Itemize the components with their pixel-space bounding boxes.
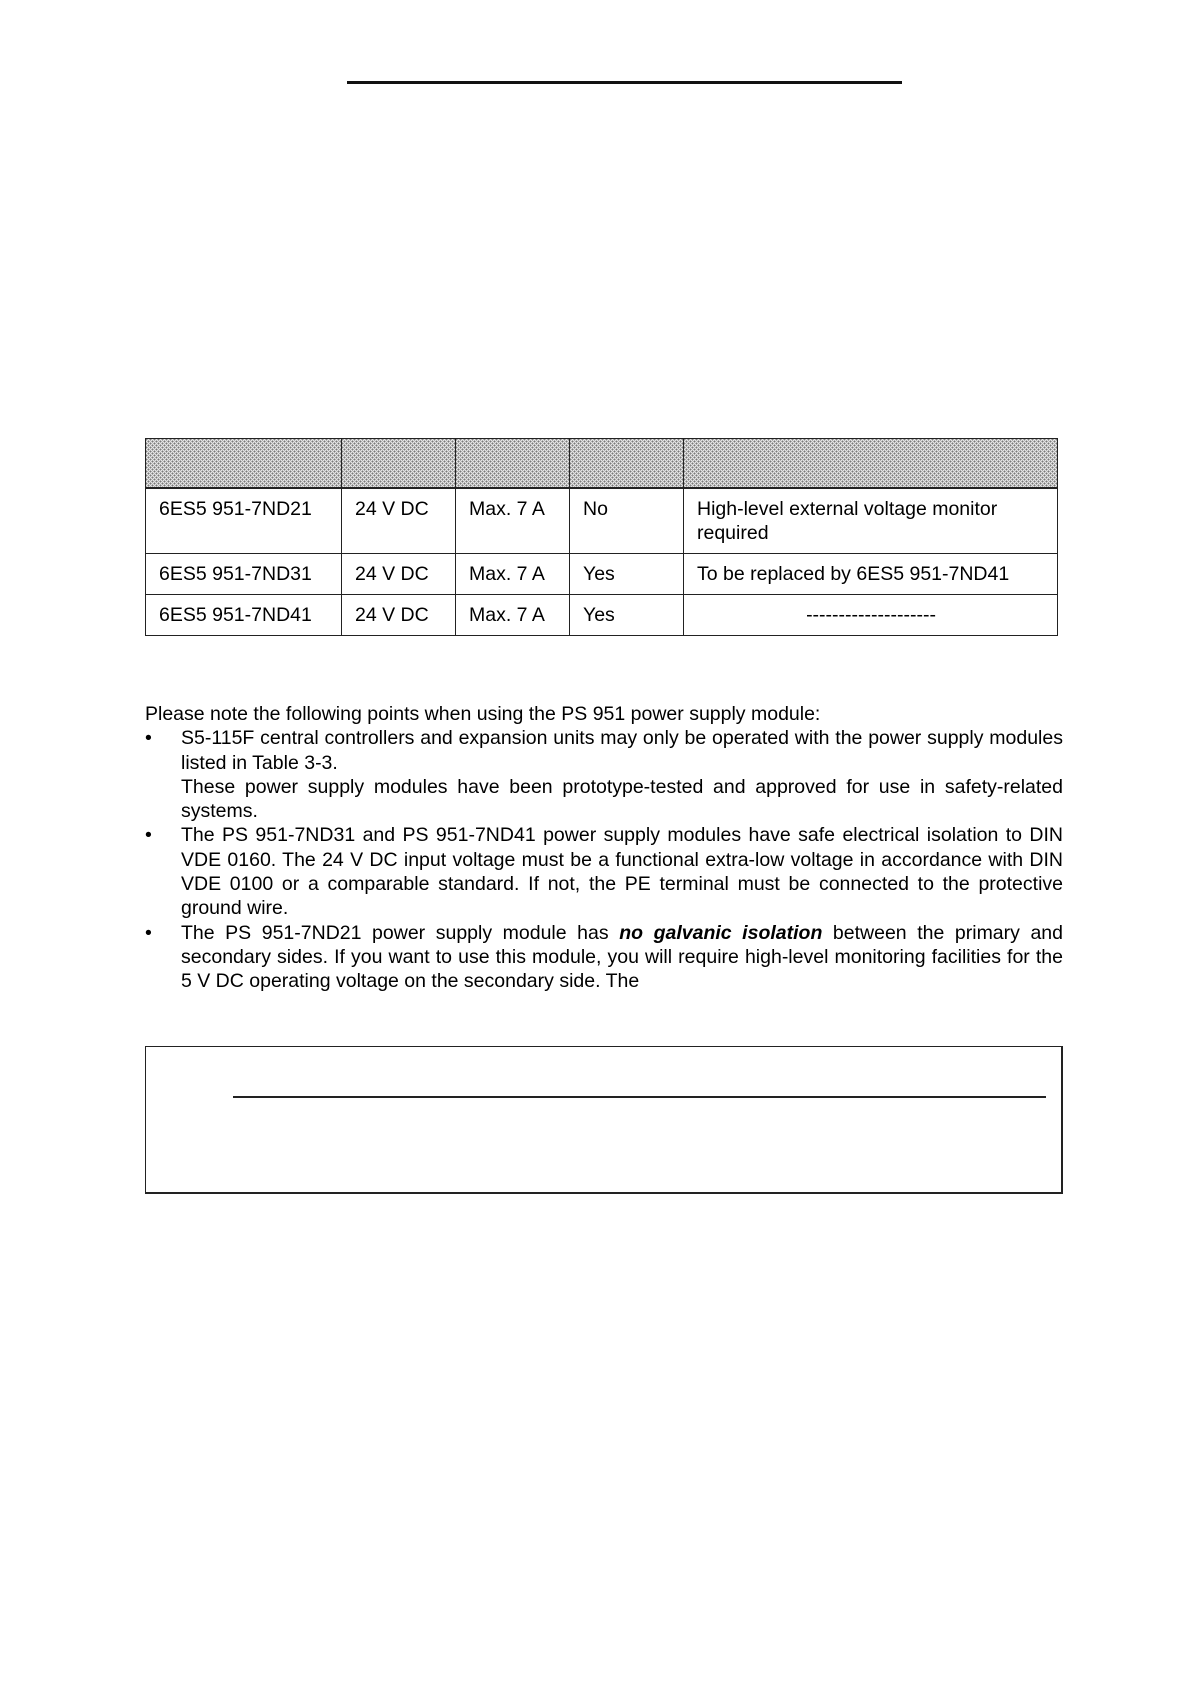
emphasis-text: no galvanic isolation [619, 921, 823, 944]
notes-section [145, 702, 1063, 994]
header-cell [342, 439, 456, 489]
bullet-item [145, 823, 1063, 920]
order-number-cell: 6ES5 951-7ND41 [146, 595, 342, 636]
table-row [146, 554, 1058, 595]
remarks-cell: -------------------- [684, 595, 1058, 636]
table-row [146, 595, 1058, 636]
remarks-cell: High-level external voltage monitor required [684, 488, 1058, 554]
bullet-symbol: • [145, 921, 152, 944]
isolation-cell: Yes [570, 595, 684, 636]
order-number-cell: 6ES5 951-7ND21 [146, 488, 342, 554]
bullet-symbol: • [145, 727, 152, 750]
current-cell: Max. 7 A [456, 595, 570, 636]
bullet-text: These power supply modules have been prototype-tested and approved for use in safety-related systems. [181, 775, 1063, 823]
bullet-text: between the primary and secondary sides. If you want to use this module, you will require high-level monitoring facilities for the 5 V DC operating voltage on the secondary side. The [181, 921, 1063, 993]
note-box [145, 1046, 1063, 1194]
bullet-item [145, 726, 1063, 823]
input-voltage-cell: 24 V DC [342, 554, 456, 595]
table-header-row [146, 439, 1058, 489]
current-cell: Max. 7 A [456, 488, 570, 554]
note-rule [233, 1096, 1046, 1098]
bullet-text: The PS 951-7ND21 power supply module has [181, 921, 620, 944]
header-cell [456, 439, 570, 489]
header-rule [347, 81, 902, 84]
order-number-cell: 6ES5 951-7ND31 [146, 554, 342, 595]
header-cell [146, 439, 342, 489]
header-cell [570, 439, 684, 489]
isolation-cell: Yes [570, 554, 684, 595]
input-voltage-cell: 24 V DC [342, 595, 456, 636]
bullet-item [145, 921, 1063, 994]
bullet-symbol: • [145, 824, 152, 847]
remarks-cell: To be replaced by 6ES5 951-7ND41 [684, 554, 1058, 595]
bullet-text: S5-115F central controllers and expansion units may only be operated with the power supply modules listed in Table 3-3. [181, 727, 1063, 774]
bullet-text: The PS 951-7ND31 and PS 951-7ND41 power supply modules have safe electrical isolation to DIN VDE 0160. The 24 V DC input voltage must be a functional extra-low voltage in accordance with DIN VDE 0100 or a comparable standard. If not, the PE terminal must be connected to the protective ground wire. [181, 824, 1063, 920]
power-supply-table [145, 438, 1058, 636]
bullet-list [145, 726, 1063, 993]
current-cell: Max. 7 A [456, 554, 570, 595]
header-cell [684, 439, 1058, 489]
table-row [146, 488, 1058, 554]
intro-paragraph: Please note the following points when using the PS 951 power supply module: [145, 703, 821, 725]
isolation-cell: No [570, 488, 684, 554]
input-voltage-cell: 24 V DC [342, 488, 456, 554]
